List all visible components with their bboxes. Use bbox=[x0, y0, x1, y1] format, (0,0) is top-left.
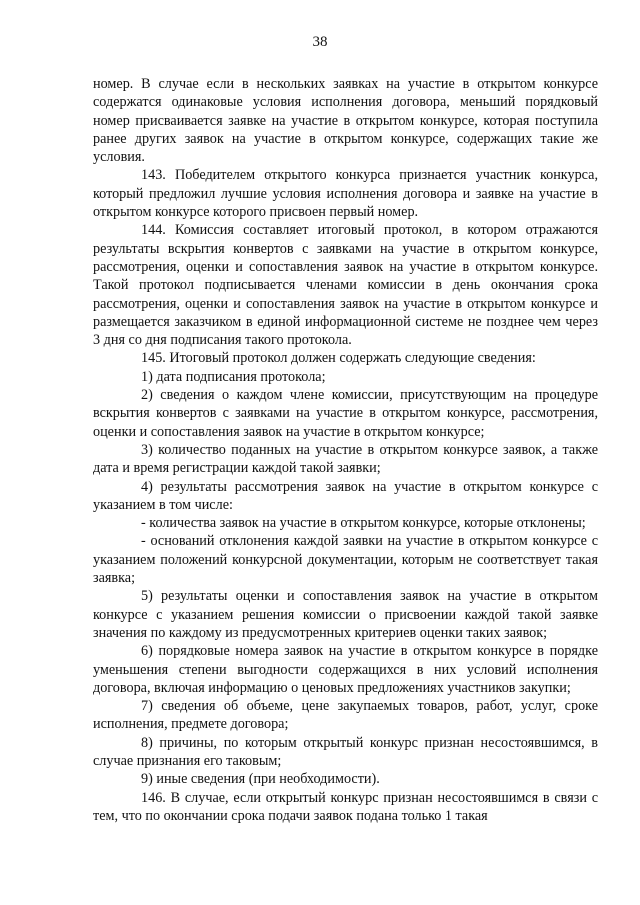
sub-item-rejection-grounds: - оснований отклонения каждой заявки на участие в открытом конкурсе с указанием положений конкурсной документации, которым не соответствует такая заявка; bbox=[93, 533, 598, 587]
list-item-2: 2) сведения о каждом члене комиссии, присутствующим на процедуре вскрытия конвертов с заявками на участие в открытом конкурсе, рассмотрения, оценки и сопоставления заявок на участие в открытом конкурсе; bbox=[93, 387, 598, 440]
paragraph-145: 145. Итоговый протокол должен содержать следующие сведения: bbox=[141, 350, 536, 367]
list-item-7: 7) сведения об объеме, цене закупаемых товаров, работ, услуг, сроке исполнения, предмете договора; bbox=[93, 698, 598, 733]
list-item-4: 4) результаты рассмотрения заявок на участие в открытом конкурсе с указанием в том числе: bbox=[93, 478, 598, 513]
list-item-3: 3) количество поданных на участие в открытом конкурсе заявок, а также дата и время регистрации каждой такой заявки; bbox=[93, 441, 598, 477]
list-item-9: 9) иные сведения (при необходимости). bbox=[141, 771, 380, 788]
sub-item-rejected-count: - количества заявок на участие в открытом конкурсе, которые отклонены; bbox=[141, 515, 586, 532]
paragraph-continuation: номер. В случае если в нескольких заявках на участие в открытом конкурсе содержатся одинаковые условия исполнения договора, меньший порядковый номер присваивается заявке на участие в открытом конкурсе, которая поступила ранее других заявок на участие в открытом конкурсе, содержащих такие же условия. bbox=[93, 76, 598, 166]
list-item-5: 5) результаты оценки и сопоставления заявок на участие в открытом конкурсе с указанием решения комиссии о присвоении каждой такой заявке значения по каждому из предусмотренных критериев оценки таких заявок; bbox=[93, 588, 598, 641]
paragraph-144: 144. Комиссия составляет итоговый протокол, в котором отражаются результаты вскрытия конвертов с заявками на участие в открытом конкурсе, рассмотрения, оценки и сопоставления заявок на участие в открытом конкурсе. Такой протокол подписывается членами комиссии в день окончания срока рассмотрения, оценки и сопоставления заявок на участие в открытом конкурсе и размещается заказчиком в единой информационной системе не позднее чем через 3 дня со дня подписания такого протокола. bbox=[93, 222, 598, 349]
paragraph-146: 146. В случае, если открытый конкурс признан несостоявшимся в связи с тем, что по окончании срока подачи заявок подана только 1 такая bbox=[93, 789, 598, 824]
body-text bbox=[93, 75, 598, 825]
list-item-6: 6) порядковые номера заявок на участие в открытом конкурсе в порядке уменьшения степени выгодности содержащихся в них условий исполнения договора, включая информацию о ценовых предложениях участников закупки; bbox=[93, 643, 598, 696]
list-item-1: 1) дата подписания протокола; bbox=[141, 368, 326, 385]
page-number: 38 bbox=[312, 34, 328, 50]
list-item-8: 8) причины, по которым открытый конкурс признан несостоявшимся, в случае признания его таковым; bbox=[93, 734, 598, 769]
paragraph-143: 143. Победителем открытого конкурса признается участник конкурса, который предложил лучшие условия исполнения договора и заявке на участие в открытом конкурсе которого присвоен первый номер. bbox=[93, 167, 598, 221]
